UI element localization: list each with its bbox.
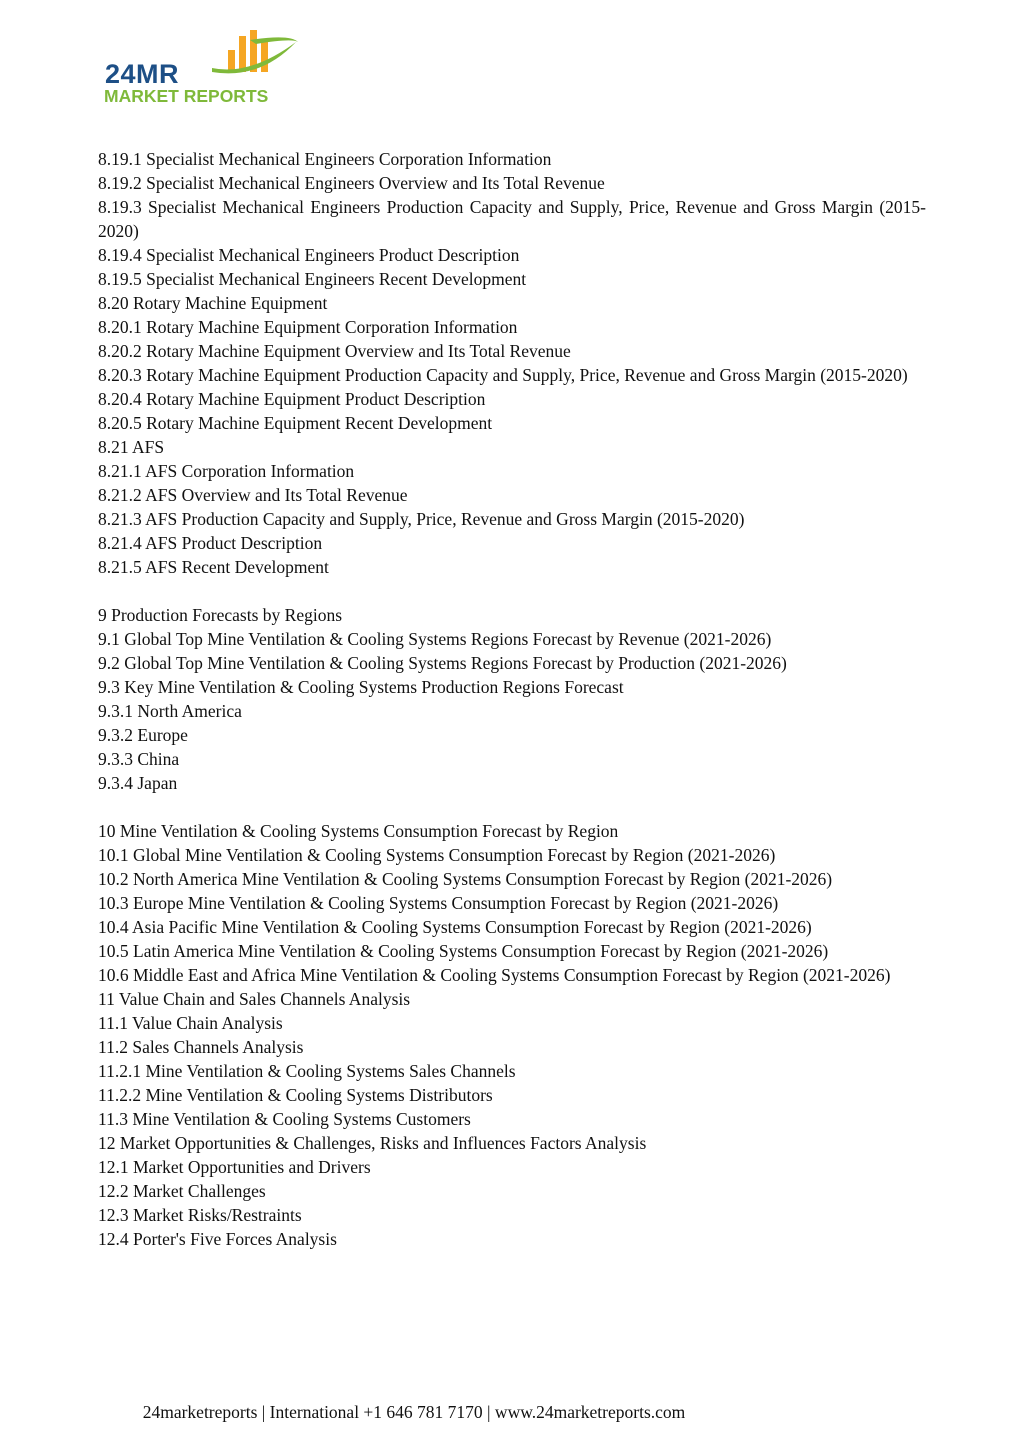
toc-entry: 10.5 Latin America Mine Ventilation & Cooling Systems Consumption Forecast by Region (2021-2026): [98, 941, 829, 961]
toc-entry: 8.20.4 Rotary Machine Equipment Product Description: [98, 389, 486, 409]
page-footer: 24marketreports | International +1 646 781 7170 | www.24marketreports.com: [142, 1402, 686, 1422]
toc-entry: 9.3 Key Mine Ventilation & Cooling Systems Production Regions Forecast: [98, 677, 624, 697]
toc-entry: 12.4 Porter's Five Forces Analysis: [98, 1229, 337, 1249]
toc-entry: 9.3.1 North America: [98, 701, 242, 721]
toc-entry: 10.1 Global Mine Ventilation & Cooling Systems Consumption Forecast by Region (2021-2026): [98, 845, 776, 865]
toc-entry: 8.19.1 Specialist Mechanical Engineers Corporation Information: [98, 149, 552, 169]
toc-entry: 12 Market Opportunities & Challenges, Risks and Influences Factors Analysis: [98, 1133, 647, 1153]
toc-entry: 8.19.4 Specialist Mechanical Engineers Product Description: [98, 245, 520, 265]
toc-entry: 11.2 Sales Channels Analysis: [98, 1037, 304, 1057]
toc-entry: 10 Mine Ventilation & Cooling Systems Consumption Forecast by Region: [98, 821, 619, 841]
toc-entry: 8.19.2 Specialist Mechanical Engineers Overview and Its Total Revenue: [98, 173, 605, 193]
toc-entry: 10.2 North America Mine Ventilation & Cooling Systems Consumption Forecast by Region (2021-2026): [98, 869, 833, 889]
toc-entry: 11.2.1 Mine Ventilation & Cooling Systems Sales Channels: [98, 1061, 516, 1081]
toc-entry: 8.20 Rotary Machine Equipment: [98, 293, 328, 313]
toc-entry: 12.3 Market Risks/Restraints: [98, 1205, 302, 1225]
toc-entry: 10.4 Asia Pacific Mine Ventilation & Cooling Systems Consumption Forecast by Region (2021-2026): [98, 917, 812, 937]
toc-entry: 11.1 Value Chain Analysis: [98, 1013, 283, 1033]
toc-entry: 8.21.3 AFS Production Capacity and Supply, Price, Revenue and Gross Margin (2015-2020): [98, 509, 745, 529]
toc-entry: 8.21.1 AFS Corporation Information: [98, 461, 355, 481]
toc-entry: 10.6 Middle East and Africa Mine Ventilation & Cooling Systems Consumption Forecast by Region (2021-2026): [98, 965, 891, 985]
table-of-contents: [98, 147, 926, 1251]
toc-entry: 8.21.2 AFS Overview and Its Total Revenue: [98, 485, 408, 505]
toc-entry: 10.3 Europe Mine Ventilation & Cooling Systems Consumption Forecast by Region (2021-2026): [98, 893, 779, 913]
logo-subtitle: MARKET REPORTS: [104, 86, 269, 106]
section-spacer: [98, 795, 926, 819]
toc-entry: 8.21.5 AFS Recent Development: [98, 557, 329, 577]
toc-entry: 8.20.1 Rotary Machine Equipment Corporation Information: [98, 317, 518, 337]
toc-entry: 11.2.2 Mine Ventilation & Cooling Systems Distributors: [98, 1085, 493, 1105]
toc-entry: 12.1 Market Opportunities and Drivers: [98, 1157, 371, 1177]
toc-entry: 9.1 Global Top Mine Ventilation & Cooling Systems Regions Forecast by Revenue (2021-2026): [98, 629, 772, 649]
toc-entry: 8.19.5 Specialist Mechanical Engineers Recent Development: [98, 269, 527, 289]
toc-entry: 9.3.4 Japan: [98, 773, 178, 793]
toc-entry: 9.3.2 Europe: [98, 725, 188, 745]
toc-entry: 8.19.3 Specialist Mechanical Engineers Production Capacity and Supply, Price, Revenue and Gross Margin (2015-2020): [98, 197, 926, 241]
toc-entry: 11.3 Mine Ventilation & Cooling Systems Customers: [98, 1109, 471, 1129]
section-spacer: [98, 579, 926, 603]
logo: [100, 28, 310, 108]
toc-entry: 8.21 AFS: [98, 437, 165, 457]
toc-entry: 9 Production Forecasts by Regions: [98, 605, 343, 625]
toc-entry: 11 Value Chain and Sales Channels Analysis: [98, 989, 411, 1009]
toc-entry: 8.20.5 Rotary Machine Equipment Recent Development: [98, 413, 493, 433]
toc-entry: 8.21.4 AFS Product Description: [98, 533, 323, 553]
toc-entry: 12.2 Market Challenges: [98, 1181, 266, 1201]
logo-title: 24MR: [105, 59, 180, 89]
toc-entry: 8.20.2 Rotary Machine Equipment Overview and Its Total Revenue: [98, 341, 571, 361]
toc-entry: 8.20.3 Rotary Machine Equipment Production Capacity and Supply, Price, Revenue and Gross Margin (2015-2020): [98, 365, 908, 385]
toc-entry: 9.3.3 China: [98, 749, 180, 769]
toc-entry: 9.2 Global Top Mine Ventilation & Cooling Systems Regions Forecast by Production (2021-2026): [98, 653, 787, 673]
